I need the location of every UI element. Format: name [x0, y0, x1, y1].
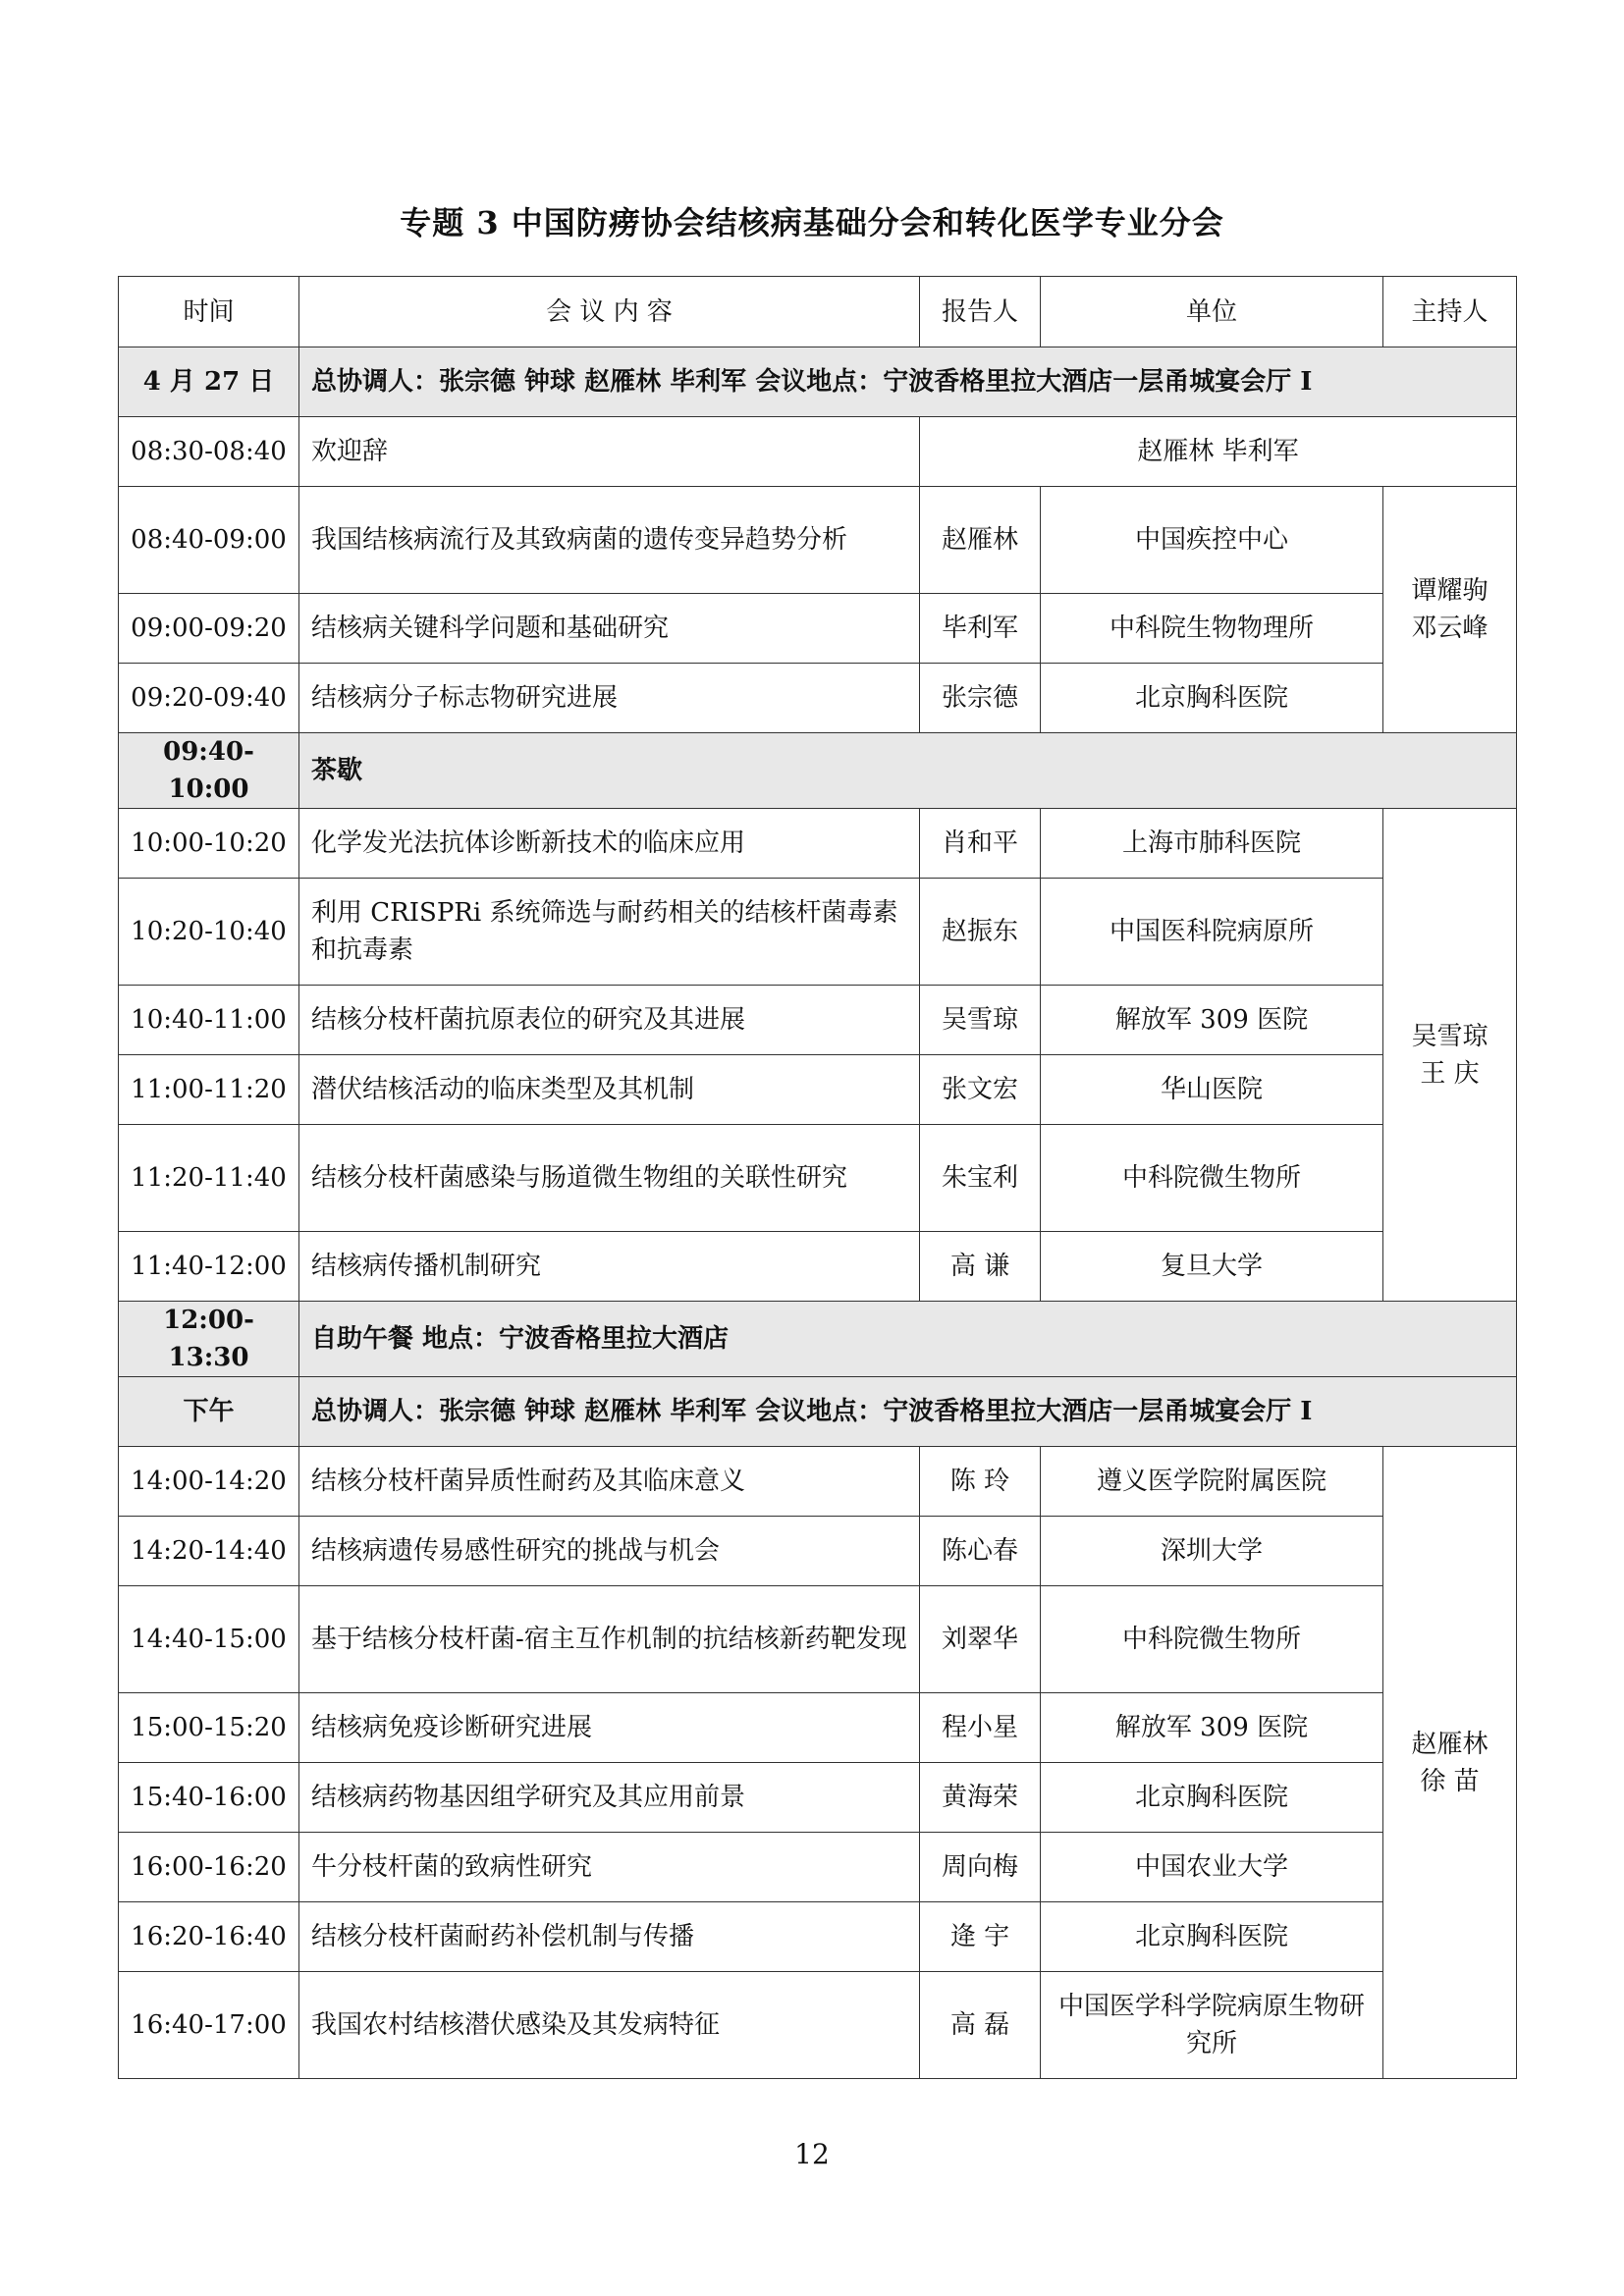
band-date: 4 月 27 日 [119, 347, 299, 417]
session-reporter: 赵雁林 [920, 487, 1041, 594]
band-coordinators: 总协调人：张宗德 钟球 赵雁林 毕利军 会议地点：宁波香格里拉大酒店一层甬城宴会厅 I [299, 347, 1517, 417]
header-unit: 单位 [1041, 277, 1383, 347]
table-row [119, 1517, 1517, 1586]
band-coordinators: 总协调人：张宗德 钟球 赵雁林 毕利军 会议地点：宁波香格里拉大酒店一层甬城宴会厅 I [299, 1377, 1517, 1447]
session-time: 15:40-16:00 [119, 1763, 299, 1833]
session-reporter: 肖和平 [920, 809, 1041, 879]
session-time: 14:20-14:40 [119, 1517, 299, 1586]
session-reporter: 程小星 [920, 1693, 1041, 1763]
session-time: 16:40-17:00 [119, 1972, 299, 2079]
session-reporter: 周向梅 [920, 1833, 1041, 1902]
session-time: 09:20-09:40 [119, 664, 299, 733]
session-reporter: 陈 玲 [920, 1447, 1041, 1517]
session-content: 结核病免疫诊断研究进展 [299, 1693, 920, 1763]
session-content: 结核病遗传易感性研究的挑战与机会 [299, 1517, 920, 1586]
session-unit: 上海市肺科医院 [1041, 809, 1383, 879]
session-unit: 中科院生物物理所 [1041, 594, 1383, 664]
session-time: 11:00-11:20 [119, 1055, 299, 1125]
session-reporter: 高 谦 [920, 1232, 1041, 1302]
band-text: 茶歇 [299, 733, 1517, 809]
session-reporter: 黄海荣 [920, 1763, 1041, 1833]
table-header-row [119, 277, 1517, 347]
session-content: 基于结核分枝杆菌-宿主互作机制的抗结核新药靶发现 [299, 1586, 920, 1693]
session-host: 赵雁林 徐 苗 [1383, 1447, 1517, 2079]
session-time: 15:00-15:20 [119, 1693, 299, 1763]
session-content: 欢迎辞 [299, 417, 920, 487]
session-time: 16:00-16:20 [119, 1833, 299, 1902]
session-reporter: 高 磊 [920, 1972, 1041, 2079]
session-unit: 解放军 309 医院 [1041, 1693, 1383, 1763]
session-content: 牛分枝杆菌的致病性研究 [299, 1833, 920, 1902]
header-host: 主持人 [1383, 277, 1517, 347]
table-row [119, 1586, 1517, 1693]
session-content: 结核病药物基因组学研究及其应用前景 [299, 1763, 920, 1833]
session-reporter: 陈心春 [920, 1517, 1041, 1586]
band-time: 09:40-10:00 [119, 733, 299, 809]
table-row [119, 1125, 1517, 1232]
table-row [119, 1447, 1517, 1517]
session-unit: 中国农业大学 [1041, 1833, 1383, 1902]
table-row [119, 1902, 1517, 1972]
session-content: 化学发光法抗体诊断新技术的临床应用 [299, 809, 920, 879]
session-content: 我国农村结核潜伏感染及其发病特征 [299, 1972, 920, 2079]
session-unit: 中国医学科学院病原生物研究所 [1041, 1972, 1383, 2079]
section-band-afternoon [119, 1377, 1517, 1447]
session-unit: 华山医院 [1041, 1055, 1383, 1125]
session-reporter: 毕利军 [920, 594, 1041, 664]
table-row [119, 1055, 1517, 1125]
session-content: 结核病传播机制研究 [299, 1232, 920, 1302]
session-time: 11:20-11:40 [119, 1125, 299, 1232]
session-reporter: 刘翠华 [920, 1586, 1041, 1693]
section-band-tea [119, 733, 1517, 809]
session-time: 16:20-16:40 [119, 1902, 299, 1972]
table-row [119, 1972, 1517, 2079]
session-host: 吴雪琼 王 庆 [1383, 809, 1517, 1302]
table-row [119, 417, 1517, 487]
session-content: 结核病关键科学问题和基础研究 [299, 594, 920, 664]
session-reporter: 吴雪琼 [920, 986, 1041, 1055]
page-title: 专题 3 中国防痨协会结核病基础分会和转化医学专业分会 [400, 204, 1224, 241]
header-reporter: 报告人 [920, 277, 1041, 347]
session-content: 结核分枝杆菌抗原表位的研究及其进展 [299, 986, 920, 1055]
session-unit: 中国疾控中心 [1041, 487, 1383, 594]
table-row [119, 487, 1517, 594]
session-time: 09:00-09:20 [119, 594, 299, 664]
session-unit: 复旦大学 [1041, 1232, 1383, 1302]
section-band-lunch [119, 1302, 1517, 1377]
table-row [119, 664, 1517, 733]
page-number: 12 [794, 2138, 830, 2170]
session-time: 10:40-11:00 [119, 986, 299, 1055]
session-time: 11:40-12:00 [119, 1232, 299, 1302]
session-content: 利用 CRISPRi 系统筛选与耐药相关的结核杆菌毒素和抗毒素 [299, 879, 920, 986]
band-text: 自助午餐 地点：宁波香格里拉大酒店 [299, 1302, 1517, 1377]
band-time: 下午 [119, 1377, 299, 1447]
session-reporter: 朱宝利 [920, 1125, 1041, 1232]
session-unit: 解放军 309 医院 [1041, 986, 1383, 1055]
session-time: 14:40-15:00 [119, 1586, 299, 1693]
band-time: 12:00-13:30 [119, 1302, 299, 1377]
session-time: 14:00-14:20 [119, 1447, 299, 1517]
session-time: 10:00-10:20 [119, 809, 299, 879]
session-reporter: 张文宏 [920, 1055, 1041, 1125]
session-reporter: 赵振东 [920, 879, 1041, 986]
session-reporter: 张宗德 [920, 664, 1041, 733]
session-unit: 中科院微生物所 [1041, 1125, 1383, 1232]
session-unit: 深圳大学 [1041, 1517, 1383, 1586]
session-content: 我国结核病流行及其致病菌的遗传变异趋势分析 [299, 487, 920, 594]
session-content: 结核分枝杆菌耐药补偿机制与传播 [299, 1902, 920, 1972]
table-row [119, 1763, 1517, 1833]
session-unit: 北京胸科医院 [1041, 664, 1383, 733]
table-row [119, 809, 1517, 879]
session-time: 08:30-08:40 [119, 417, 299, 487]
session-content: 潜伏结核活动的临床类型及其机制 [299, 1055, 920, 1125]
section-band-morning [119, 347, 1517, 417]
table-row [119, 879, 1517, 986]
welcome-speakers: 赵雁林 毕利军 [920, 417, 1517, 487]
table-row [119, 1232, 1517, 1302]
session-time: 08:40-09:00 [119, 487, 299, 594]
session-host: 谭耀驹 邓云峰 [1383, 487, 1517, 733]
session-content: 结核分枝杆菌感染与肠道微生物组的关联性研究 [299, 1125, 920, 1232]
session-time: 10:20-10:40 [119, 879, 299, 986]
session-content: 结核病分子标志物研究进展 [299, 664, 920, 733]
session-unit: 遵义医学院附属医院 [1041, 1447, 1383, 1517]
table-row [119, 1693, 1517, 1763]
session-unit: 中国医科院病原所 [1041, 879, 1383, 986]
header-time: 时间 [119, 277, 299, 347]
session-reporter: 逄 宇 [920, 1902, 1041, 1972]
table-row [119, 986, 1517, 1055]
session-unit: 中科院微生物所 [1041, 1586, 1383, 1693]
session-content: 结核分枝杆菌异质性耐药及其临床意义 [299, 1447, 920, 1517]
header-content: 会 议 内 容 [299, 277, 920, 347]
session-unit: 北京胸科医院 [1041, 1902, 1383, 1972]
session-unit: 北京胸科医院 [1041, 1763, 1383, 1833]
schedule-table [118, 276, 1517, 2079]
table-row [119, 1833, 1517, 1902]
table-row [119, 594, 1517, 664]
